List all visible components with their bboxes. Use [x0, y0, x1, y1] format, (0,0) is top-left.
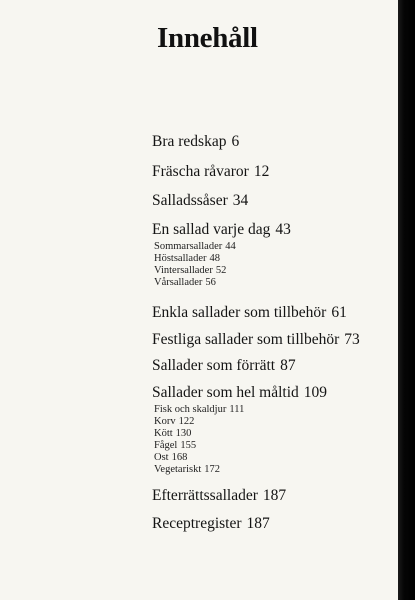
toc-subentry-page: 48	[209, 253, 220, 264]
toc-subentry	[154, 241, 236, 253]
toc-entry-label: Festliga sallader som tillbehör	[152, 331, 340, 348]
toc-entry-page: 34	[232, 192, 249, 209]
toc-subentry-label: Fågel	[154, 440, 178, 451]
toc-subentry	[154, 265, 226, 277]
toc-subentry	[154, 277, 216, 289]
toc-subentry-label: Kött	[154, 428, 173, 439]
toc-subentry-label: Vårsallader	[154, 277, 203, 288]
toc-entry-label: Efterrättssallader	[152, 487, 258, 504]
toc-subentry-page: 122	[178, 416, 195, 427]
toc-entry-page: 43	[275, 221, 291, 238]
toc-subentry-page: 52	[215, 265, 227, 276]
toc-entry-label: Fräscha råvaror	[152, 163, 249, 180]
toc-entry-label: En sallad varje dag	[152, 221, 271, 238]
page-edge-shadow	[398, 0, 415, 600]
toc-subentry	[154, 253, 220, 265]
toc-subentry-label: Korv	[154, 416, 176, 427]
toc-entry	[152, 163, 269, 181]
toc-subentry-page: 130	[175, 428, 192, 439]
toc-subentry-page: 56	[205, 277, 216, 288]
toc-entry-page: 6	[231, 133, 240, 150]
toc-entry-page: 12	[253, 163, 270, 180]
toc-subentry-label: Vintersallader	[154, 265, 213, 276]
toc-subentry-label: Vegetariskt	[154, 464, 202, 475]
toc-subentry-page: 111	[229, 404, 245, 415]
toc-entry-label: Bra redskap	[152, 133, 227, 150]
toc-subentry-page: 168	[171, 452, 188, 463]
toc-subentry	[154, 440, 196, 452]
toc-entry	[152, 192, 248, 210]
toc-subentry	[154, 428, 191, 440]
toc-entry	[152, 357, 296, 375]
toc-entry-page: 73	[344, 331, 360, 348]
toc-entry-page: 187	[246, 515, 270, 532]
toc-subentry-label: Höstsallader	[154, 253, 207, 264]
toc-entry-label: Enkla sallader som tillbehör	[152, 304, 327, 321]
toc-entry	[152, 384, 327, 402]
toc-entry-page: 109	[303, 384, 328, 401]
toc-subentry	[154, 452, 187, 464]
toc-entry-page: 87	[280, 357, 296, 374]
toc-entry-label: Receptregister	[152, 515, 242, 532]
toc-subentry	[154, 464, 220, 476]
toc-entry	[152, 221, 291, 239]
page-title: Innehåll	[157, 22, 258, 54]
toc-subentry	[154, 404, 244, 416]
toc-entry	[152, 487, 286, 505]
toc-entry	[152, 515, 270, 533]
toc-entry	[152, 331, 360, 349]
toc-entry-label: Sallader som hel måltid	[152, 384, 299, 401]
toc-subentry-label: Fisk och skaldjur	[154, 404, 227, 415]
toc-subentry-label: Sommarsallader	[154, 241, 223, 252]
toc-entry-page: 187	[262, 487, 287, 504]
toc-subentry	[154, 416, 194, 428]
toc-entry-label: Salladssåser	[152, 192, 228, 209]
toc-subentry-page: 155	[180, 440, 197, 451]
toc-entry	[152, 133, 239, 151]
toc-entry	[152, 304, 347, 322]
toc-entry-page: 61	[331, 304, 347, 321]
toc-subentry-page: 172	[204, 464, 220, 475]
toc-subentry-label: Ost	[154, 452, 169, 463]
toc-subentry-page: 44	[225, 241, 236, 252]
toc-entry-label: Sallader som förrätt	[152, 357, 276, 374]
